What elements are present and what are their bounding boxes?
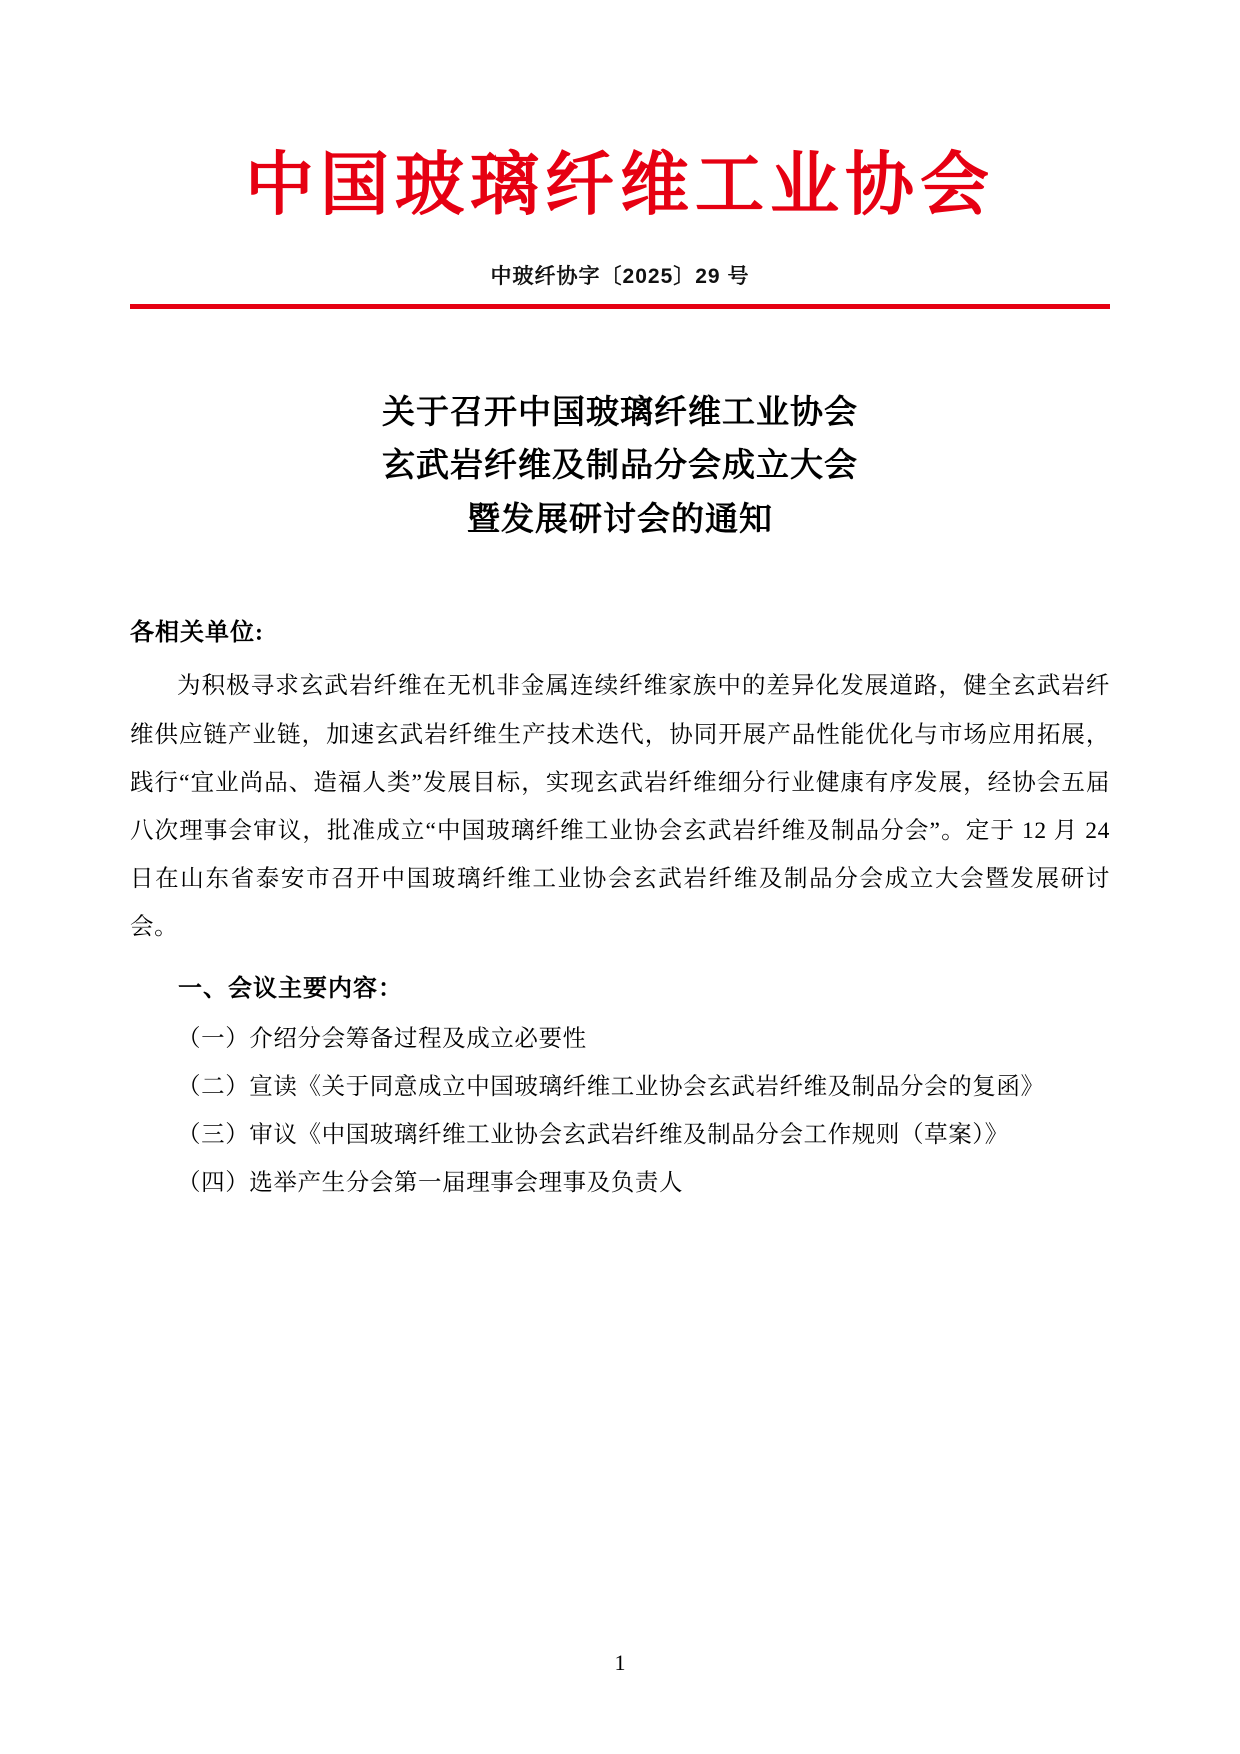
document-title-line-1: 关于召开中国玻璃纤维工业协会 bbox=[382, 394, 858, 431]
document-body bbox=[130, 609, 1110, 1207]
section-heading-meeting-contents: 一、会议主要内容： bbox=[178, 976, 403, 1003]
document-number: 中玻纤协字〔2025〕29 号 bbox=[490, 264, 750, 288]
salutation: 各相关单位: bbox=[130, 620, 264, 647]
list-item: （二）宣读《关于同意成立中国玻璃纤维工业协会玄武岩纤维及制品分会的复函》 bbox=[177, 1073, 1045, 1100]
document-title-line-2: 玄武岩纤维及制品分会成立大会 bbox=[382, 448, 858, 485]
list-item: （四）选举产生分会第一届理事会理事及负责人 bbox=[177, 1170, 684, 1197]
red-divider-rule bbox=[130, 304, 1110, 309]
masthead bbox=[130, 148, 1110, 224]
document-title bbox=[130, 387, 1110, 547]
page-number: 1 bbox=[614, 1650, 626, 1675]
document-title-line-3: 暨发展研讨会的通知 bbox=[467, 501, 773, 538]
list-item: （三）审议《中国玻璃纤维工业协会玄武岩纤维及制品分会工作规则（草案）》 bbox=[177, 1122, 1009, 1148]
list-item: （一）介绍分会筹备过程及成立必要性 bbox=[177, 1025, 587, 1052]
organization-title: 中国玻璃纤维工业协会 bbox=[245, 147, 995, 223]
body-paragraph-1: 为积极寻求玄武岩纤维在无机非金属连续纤维家族中的差异化发展道路，健全玄武岩纤维供应链产业链，加速玄武岩纤维生产技术迭代，协同开展产品性能优化与市场应用拓展，践行“宜业尚品、造福人类”发展目标，实现玄武岩纤维细分行业健康有序发展，经协会五届八次理事会审议，批准成立“中国玻璃纤维工业协会玄武岩纤维及制品分会”。定于 12 月 24 日在山东省泰安市召开中国玻璃纤维工业协会玄武岩纤维及制品分会成立大会暨发展研讨会。 bbox=[130, 673, 1110, 941]
